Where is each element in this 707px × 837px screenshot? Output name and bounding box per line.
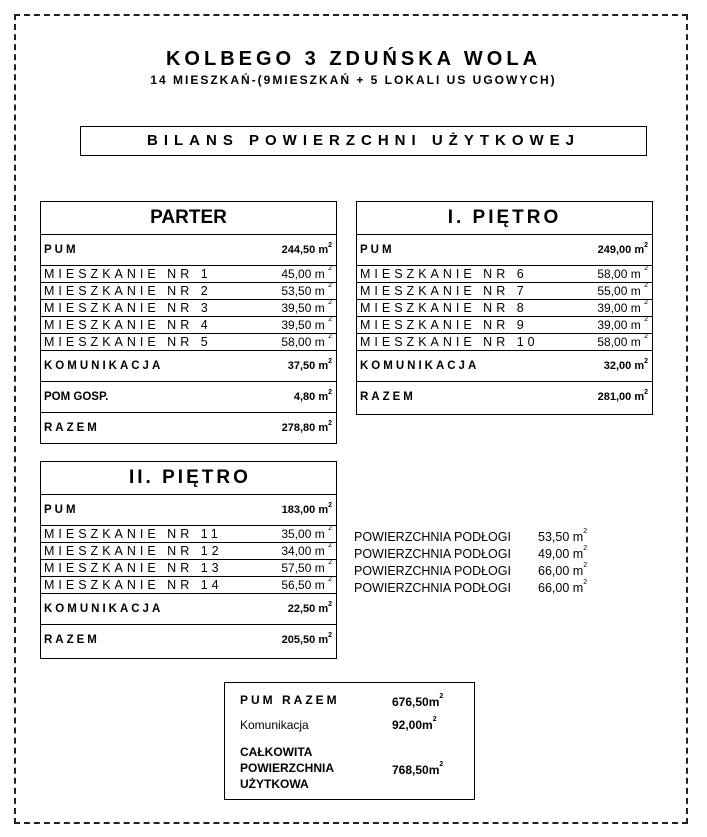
podloga-note: POWIERZCHNIA PODŁOGI 66,00 $m^2$: [354, 579, 588, 595]
razem-row: RAZEM 278,80 $m^2$: [44, 420, 332, 434]
apartment-row: MIESZKANIE NR 5 58,00 m $^2$: [41, 334, 336, 351]
apartment-row: MIESZKANIE NR 11 35,00 m $^2$: [41, 526, 336, 543]
apartment-row: MIESZKANIE NR 4 39,50 m $^2$: [41, 317, 336, 334]
komunikacja-value: 92,00: [392, 718, 423, 732]
summary-box: PUM RAZEM $676,50m^2$ Komunikacja $92,00m^2$ CAŁKOWITA POWIERZCHNIA UŻYTKOWA $768,50m^2$: [224, 682, 475, 800]
total-label-3: UŻYTKOWA: [240, 777, 309, 791]
razem-row: RAZEM 205,50 $m^2$: [44, 632, 332, 646]
apartment-row: MIESZKANIE NR 1 45,00 m $^2$: [41, 266, 336, 283]
apartment-row: MIESZKANIE NR 10 58,00 m $^2$: [357, 334, 652, 351]
podloga-note: POWIERZCHNIA PODŁOGI 49,00 $m^2$: [354, 545, 588, 561]
apartment-row: MIESZKANIE NR 12 34,00 m $^2$: [41, 543, 336, 560]
pietro1-pum-row: PUM 249,00 $m^2$: [357, 235, 652, 266]
parter-table: [40, 201, 337, 444]
apartment-row: MIESZKANIE NR 7 55,00 m $^2$: [357, 283, 652, 300]
pietro1-header: I. PIĘTRO: [357, 202, 652, 235]
bilans-heading: BILANS POWIERZCHNI UŻYTKOWEJ: [80, 126, 647, 156]
apartment-row: MIESZKANIE NR 6 58,00 m $^2$: [357, 266, 652, 283]
apartment-row: MIESZKANIE NR 13 57,50 m $^2$: [41, 560, 336, 577]
pum-razem-label: PUM RAZEM: [240, 693, 340, 707]
podloga-note: POWIERZCHNIA PODŁOGI 66,00 $m^2$: [354, 562, 588, 578]
apartment-row: MIESZKANIE NR 2 53,50 m $^2$: [41, 283, 336, 300]
podloga-note: POWIERZCHNIA PODŁOGI 53,50 $m^2$: [354, 528, 588, 544]
total-label-1: CAŁKOWITA: [240, 745, 313, 759]
apartment-row: MIESZKANIE NR 8 39,00 m $^2$: [357, 300, 652, 317]
pum-value: 244,50: [281, 244, 316, 256]
pum-label: PUM: [44, 244, 79, 256]
razem-row: RAZEM 281,00 $m^2$: [360, 389, 648, 403]
document-title: KOLBEGO 3 ZDUŃSKA WOLA: [165, 48, 542, 70]
pum-razem-value: 676,50: [392, 695, 429, 709]
komunikacja-row: KOMUNIKACJA 22,50 $m^2$: [41, 594, 336, 625]
pietro2-pum-row: PUM 183,00 $m^2$: [41, 495, 336, 526]
komunikacja-row: KOMUNIKACJA 37,50 $m^2$: [41, 351, 336, 382]
pom-gosp-row: POM GOSP. 4,80 $m^2$: [41, 382, 336, 413]
pietro2-table: [40, 461, 337, 659]
komunikacja-row: KOMUNIKACJA 32,00 $m^2$: [357, 351, 652, 382]
parter-header: PARTER: [41, 202, 336, 235]
parter-pum-row: PUM 244,50 $m^2$: [41, 235, 336, 266]
document-subtitle: 14 MIESZKAŃ-(9MIESZKAŃ + 5 LOKALI US UGOWYCH): [150, 73, 557, 87]
apartment-row: MIESZKANIE NR 9 39,00 m $^2$: [357, 317, 652, 334]
pietro2-header: II. PIĘTRO: [41, 462, 336, 495]
apartment-row: MIESZKANIE NR 3 39,50 m $^2$: [41, 300, 336, 317]
total-label-2: POWIERZCHNIA: [240, 761, 334, 775]
pietro1-table: [356, 201, 653, 415]
apartment-row: MIESZKANIE NR 14 56,50 m $^2$: [41, 577, 336, 594]
total-value: 768,50: [392, 763, 429, 777]
komunikacja-label: Komunikacja: [240, 718, 309, 732]
